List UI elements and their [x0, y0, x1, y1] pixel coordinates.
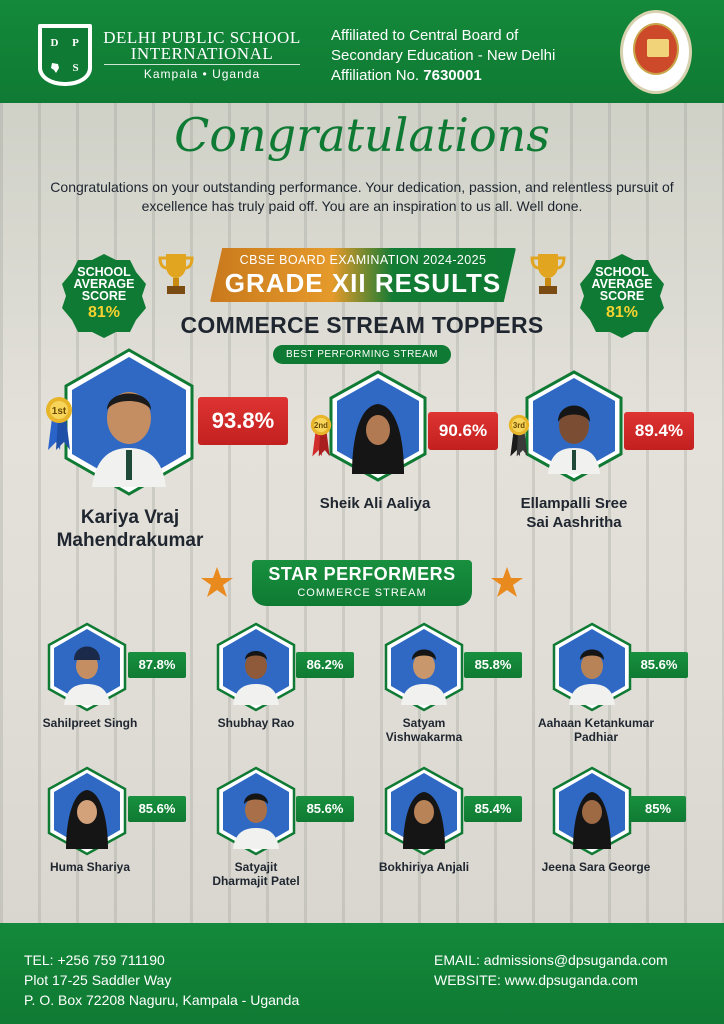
performer-score: 85.6% [630, 652, 688, 678]
performer-photo [551, 766, 633, 856]
badge-label [578, 266, 666, 302]
name-line: Aahaan Ketankumar [537, 716, 655, 730]
performer-score: 87.8% [128, 652, 186, 678]
trophy-icon [156, 250, 196, 298]
footer-email[interactable]: EMAIL: admissions@dpsuganda.com [434, 952, 668, 968]
badge-label [60, 266, 148, 302]
rank-label: 3rd [512, 421, 526, 431]
dps-logo [38, 24, 92, 86]
badge-value: 81% [87, 304, 121, 321]
rank-medal-icon [309, 414, 333, 458]
affiliation-line: Affiliated to Central Board of [331, 27, 519, 44]
best-stream-tag: BEST PERFORMING STREAM [273, 345, 451, 364]
badge-label-line: SCHOOL [595, 265, 649, 279]
performer-name [354, 860, 494, 874]
name-line: Dharmajit Patel [212, 874, 300, 888]
name-line: Satyajit [234, 860, 278, 874]
performer-score: 85% [630, 796, 686, 822]
cbse-emblem-inner [633, 23, 679, 75]
school-name: DELHI PUBLIC SCHOOL INTERNATIONAL [103, 28, 301, 63]
topper-name [484, 494, 664, 532]
divider [104, 64, 300, 65]
name-line: Shubhay Rao [217, 716, 295, 730]
name-line: Jeena Sara George [541, 860, 651, 874]
star-performers-title: STAR PERFORMERS [268, 564, 456, 584]
performer-name [516, 716, 676, 744]
logo-letter: P [72, 36, 79, 49]
performer-name [354, 716, 494, 744]
badge-label-line: SCORE [599, 289, 645, 303]
book-icon [647, 39, 669, 57]
logo-letter: D [50, 36, 59, 49]
logo-letter: S [72, 61, 79, 74]
star-performers-subtitle: COMMERCE STREAM [297, 587, 427, 599]
performer-score: 85.6% [128, 796, 186, 822]
affiliation-line: Secondary Education - New Delhi [331, 47, 556, 64]
footer-phone: TEL: +256 759 711190 [24, 952, 165, 968]
name-line: Sahilpreet Singh [42, 716, 138, 730]
exam-title: CBSE BOARD EXAMINATION 2024-2025 [239, 253, 487, 267]
performer-score: 85.4% [464, 796, 522, 822]
affiliation-number-line [331, 66, 555, 86]
performer-score: 85.6% [296, 796, 354, 822]
name-line: Ellampalli Sree [520, 495, 628, 512]
topper-score: 93.8% [198, 397, 288, 445]
performer-photo [551, 622, 633, 712]
congratulations-heading: Congratulations [174, 108, 550, 162]
footer-contact [24, 950, 299, 1010]
performer-name [516, 860, 676, 874]
topper-name [30, 506, 230, 552]
topper-photo [62, 348, 196, 496]
performer-photo [46, 766, 128, 856]
name-line: Mahendrakumar [56, 530, 204, 551]
affiliation-prefix: Affiliation No. [331, 67, 420, 84]
name-line: Bokhiriya Anjali [378, 860, 470, 874]
performer-name [20, 716, 160, 730]
footer-online [434, 950, 668, 990]
badge-value: 81% [605, 304, 639, 321]
footer-address: Plot 17-25 Saddler Way [24, 972, 172, 988]
rank-medal-icon [44, 396, 74, 452]
rank-label: 2nd [314, 421, 328, 431]
footer-website[interactable]: WEBSITE: www.dpsuganda.com [434, 972, 638, 988]
affiliation-number: 7630001 [423, 67, 482, 84]
performer-photo [215, 622, 297, 712]
badge-label-line: AVERAGE [591, 277, 653, 291]
topper-photo [328, 370, 428, 482]
topper-name [290, 494, 460, 513]
name-line: Sheik Ali Aaliya [319, 495, 431, 512]
performer-photo [46, 622, 128, 712]
badge-label-line: AVERAGE [73, 277, 135, 291]
affiliation-text [331, 26, 555, 86]
footer-address: P. O. Box 72208 Naguru, Kampala - Uganda [24, 992, 300, 1008]
name-line: Kariya Vraj [80, 507, 180, 528]
rank-label: 1st [51, 406, 67, 417]
badge-label-line: SCORE [81, 289, 127, 303]
rank-medal-icon [507, 414, 531, 458]
name-line: Vishwakarma [385, 730, 463, 744]
trophy-icon [528, 250, 568, 298]
name-line: Sai Aashritha [526, 514, 622, 531]
performer-score: 86.2% [296, 652, 354, 678]
logo-map-icon [45, 56, 64, 79]
grade-results-title: GRADE XII RESULTS [224, 268, 502, 298]
congratulations-message: Congratulations on your outstanding performance. Your dedication, passion, and relentless pursuit of excellence has truly paid off. You are an inspiration to us all. Well done. [50, 179, 674, 214]
performer-name [20, 860, 160, 874]
badge-label-line: SCHOOL [77, 265, 131, 279]
name-line: Huma Shariya [49, 860, 131, 874]
performer-name [186, 716, 326, 730]
star-icon [490, 566, 524, 600]
topper-photo [524, 370, 624, 482]
performer-score: 85.8% [464, 652, 522, 678]
stream-title: COMMERCE STREAM TOPPERS [180, 312, 544, 338]
performer-photo [383, 622, 465, 712]
star-icon [200, 566, 234, 600]
performer-photo [383, 766, 465, 856]
school-location: Kampala • Uganda [143, 67, 261, 81]
cbse-emblem [620, 10, 692, 94]
performer-photo [215, 766, 297, 856]
name-line: Padhiar [573, 730, 618, 744]
topper-score: 89.4% [624, 412, 694, 450]
name-line: Satyam [402, 716, 446, 730]
topper-score: 90.6% [428, 412, 498, 450]
performer-name [186, 860, 326, 888]
